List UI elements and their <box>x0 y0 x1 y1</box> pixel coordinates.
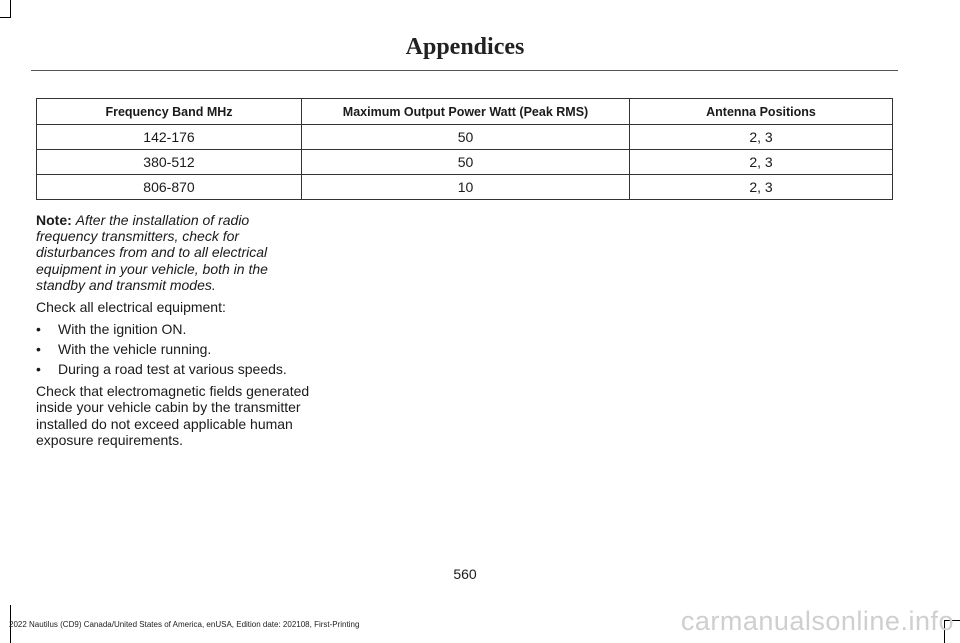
footer-edition-text: 2022 Nautilus (CD9) Canada/United States of America, enUSA, Edition date: 202108, First-Printing <box>9 620 360 629</box>
table-header-row <box>37 99 893 125</box>
bullet-icon: • <box>36 321 41 338</box>
crop-mark-top-left-vertical <box>10 0 11 17</box>
column-header-frequency: Frequency Band MHz <box>37 99 302 125</box>
list-item-text: With the ignition ON. <box>58 321 187 338</box>
table-cell: 2, 3 <box>630 150 893 175</box>
bullet-list <box>36 321 312 377</box>
column-header-power: Maximum Output Power Watt (Peak RMS) <box>302 99 630 125</box>
crop-mark-top-left-horizontal <box>0 17 11 18</box>
table-cell: 2, 3 <box>630 125 893 150</box>
table-row <box>37 150 893 175</box>
table-cell: 2, 3 <box>630 175 893 200</box>
table-cell: 50 <box>302 150 630 175</box>
note-label: Note: <box>36 212 72 228</box>
table-cell: 50 <box>302 125 630 150</box>
check-intro: Check all electrical equipment: <box>36 299 226 316</box>
table-cell: 10 <box>302 175 630 200</box>
table-row <box>37 175 893 200</box>
frequency-table <box>36 98 893 200</box>
list-item <box>36 361 312 377</box>
list-item-text: With the vehicle running. <box>58 341 212 358</box>
list-item-text: During a road test at various speeds. <box>58 361 287 378</box>
table-row <box>37 125 893 150</box>
bullet-icon: • <box>36 341 41 358</box>
title-divider <box>31 70 898 71</box>
body-text <box>36 212 312 454</box>
list-item <box>36 341 312 357</box>
bullet-icon: • <box>36 361 41 378</box>
closing-paragraph: Check that electromagnetic fields generated inside your vehicle cabin by the transmitter installed do not exceed applicable human exposure requirements. <box>36 383 310 448</box>
note-text: After the installation of radio frequency transmitters, check for disturbances from and to all electrical equipment in your vehicle, both in the standby and transmit modes. <box>36 212 268 293</box>
list-item <box>36 321 312 337</box>
note-paragraph <box>36 212 312 293</box>
page-number: 560 <box>453 566 477 582</box>
table-cell: 380-512 <box>37 150 302 175</box>
table-cell: 806-870 <box>37 175 302 200</box>
table-cell: 142-176 <box>37 125 302 150</box>
page-title: Appendices <box>405 34 525 60</box>
column-header-antenna: Antenna Positions <box>630 99 893 125</box>
watermark: carmanualsonline.info <box>680 606 954 636</box>
